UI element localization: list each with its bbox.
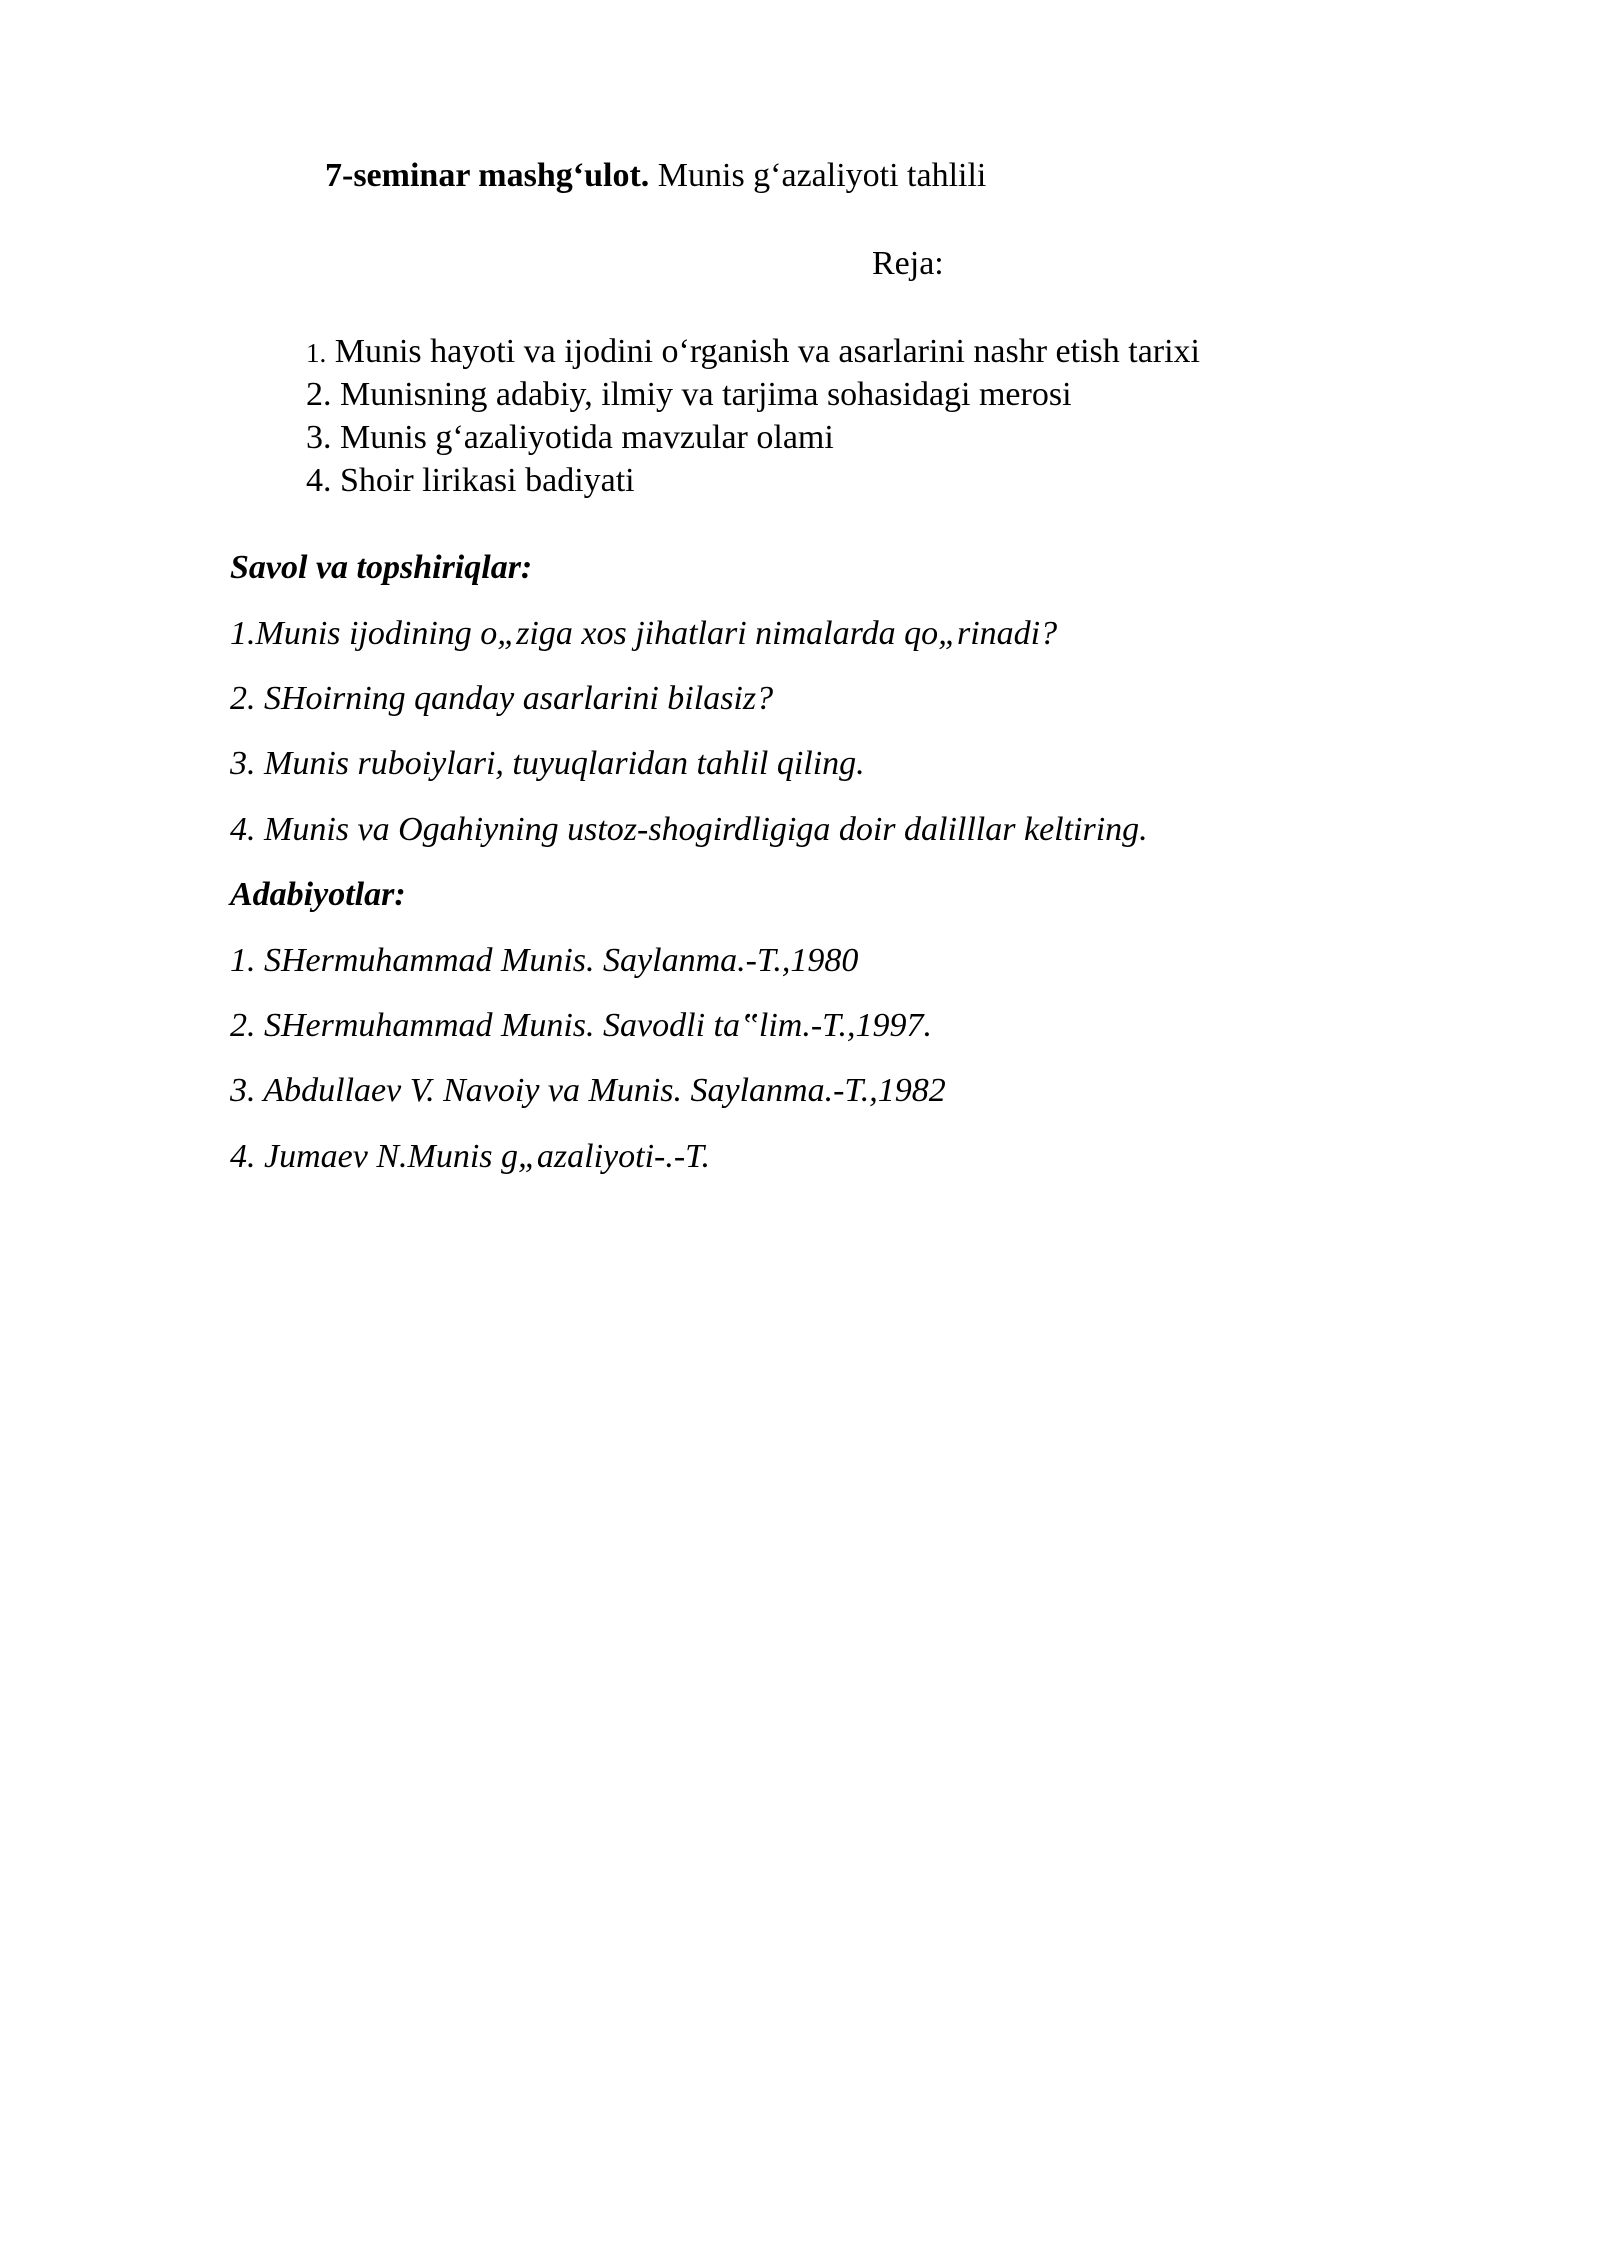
question-item: 2. SHoirning qanday asarlarini bilasiz?	[230, 680, 774, 717]
question-item: 4. Munis va Ogahiyning ustoz-shogirdligiga doir dalilllar keltiring.	[230, 811, 1148, 848]
literature-item: 3. Abdullaev V. Navoiy va Munis. Saylanma.-T.,1982	[230, 1072, 946, 1109]
literature-item: 4. Jumaev N.Munis g„azaliyoti-.-T.	[230, 1138, 711, 1175]
plan-label: Reja:	[872, 245, 944, 282]
plan-item	[306, 418, 834, 458]
plan-item-number: 2.	[306, 376, 332, 413]
question-item: 3. Munis ruboiylari, tuyuqlaridan tahlil qiling.	[230, 745, 865, 782]
plan-item-number: 3.	[306, 419, 332, 456]
plan-item-text: Munisning adabiy, ilmiy va tarjima sohasidagi merosi	[340, 376, 1072, 413]
literature-item: 2. SHermuhammad Munis. Savodli ta‟lim.-T.,1997.	[230, 1007, 933, 1044]
plan-item-number: 4.	[306, 462, 332, 499]
seminar-title-topic: Munis g‘azaliyoti tahlili	[649, 157, 987, 194]
plan-item	[306, 375, 1072, 415]
plan-item-text: Munis hayoti va ijodini o‘rganish va asarlarini nashr etish tarixi	[334, 333, 1201, 370]
question-item: 1.Munis ijodining o„ziga xos jihatlari nimalarda qo„rinadi?	[230, 615, 1058, 652]
seminar-title-number: 7-seminar mashg‘ulot.	[325, 157, 650, 194]
plan-item-number: 1.	[306, 338, 327, 368]
questions-heading: Savol va topshiriqlar:	[230, 549, 533, 586]
literature-item: 1. SHermuhammad Munis. Saylanma.-T.,1980	[230, 942, 859, 979]
literature-heading: Adabiyotlar:	[230, 876, 406, 913]
plan-item	[306, 332, 1200, 373]
seminar-title	[325, 156, 986, 196]
plan-item-text: Shoir lirikasi badiyati	[340, 462, 635, 499]
plan-item-text: Munis g‘azaliyotida mavzular olami	[340, 419, 834, 456]
plan-item	[306, 461, 635, 501]
